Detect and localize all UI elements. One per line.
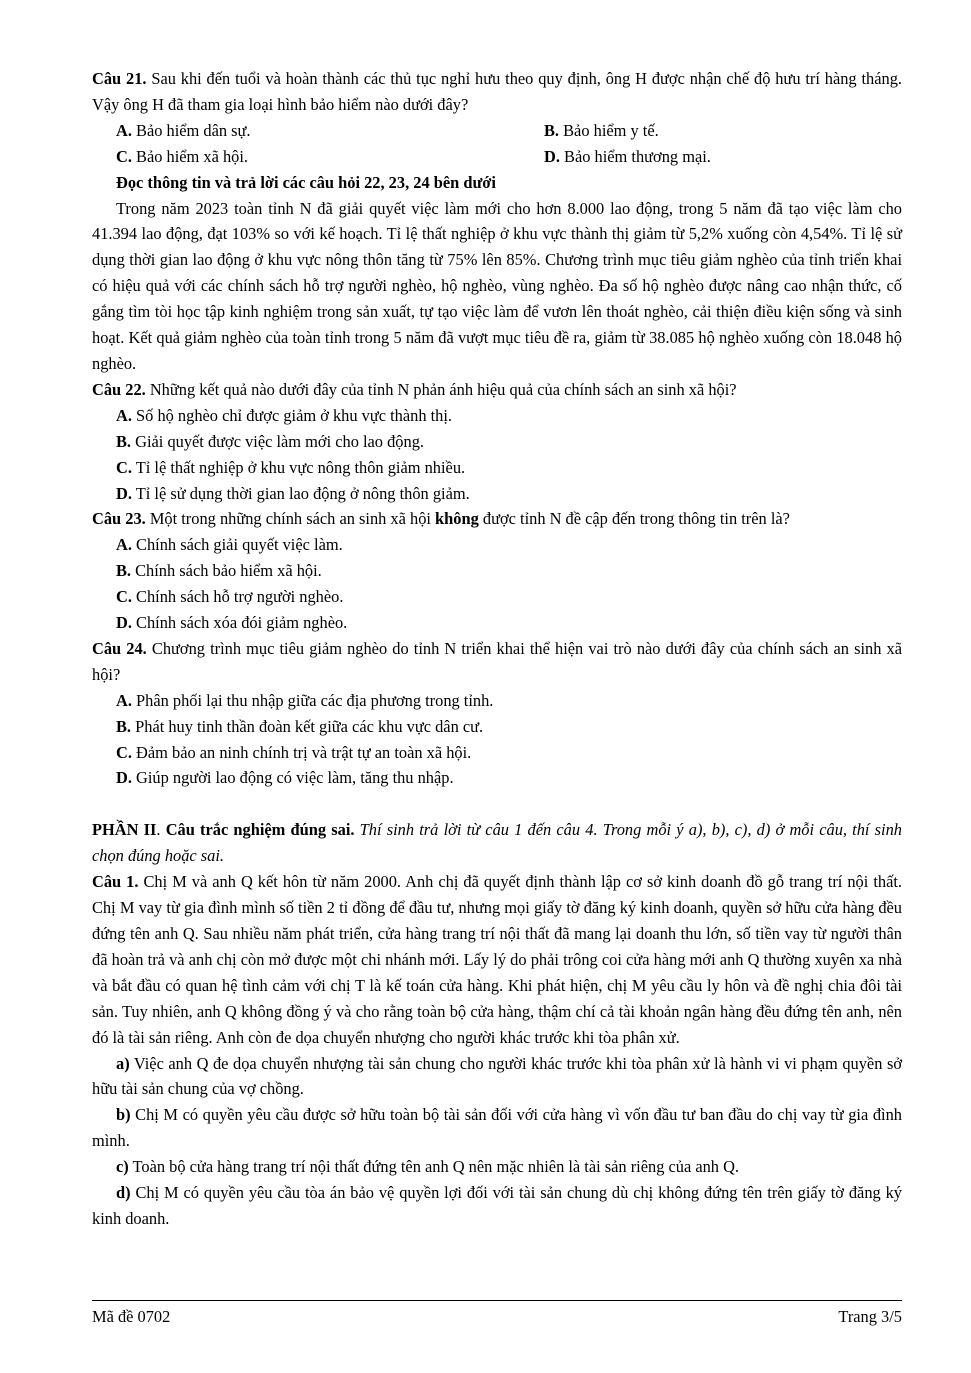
statement-key: b) <box>116 1105 131 1125</box>
question-24 <box>92 636 902 688</box>
statement-text: Chị M có quyền yêu cầu được sở hữu toàn bộ tài sản đối với cửa hàng vì vốn đầu tư ban đầu do chị vay từ gia đình mình. <box>92 1105 902 1151</box>
option-key: B. <box>116 716 132 736</box>
option-key: C. <box>116 742 132 762</box>
option-text: Chính sách hỗ trợ người nghèo. <box>131 587 344 607</box>
option-key: D. <box>116 613 132 633</box>
option-a <box>92 532 902 558</box>
option-text: Bảo hiểm xã hội. <box>131 146 249 166</box>
option-key: A. <box>116 405 132 425</box>
option-text: Phân phối lại thu nhập giữa các địa phương trong tỉnh. <box>131 690 494 710</box>
question-text: Chị M và anh Q kết hôn từ năm 2000. Anh chị đã quyết định thành lập cơ sở kinh doanh đồ gỗ trang trí nội thất. Chị M vay từ gia đình mình số tiền 2 tỉ đồng để đầu tư, nhưng mọi giấy tờ đăng ký kinh doanh, quyền sở hữu cửa hàng đều đứng tên anh Q. Sau nhiều năm phát triển, cửa hàng trang trí nội thất đã mang lại doanh thu lớn, số tiền vay từ người thân đã hoàn trả và anh chị còn mở được một chi nhánh mới. Lấy lý do phải trông coi cửa hàng mới anh Q thường xuyên xa nhà và bắt đầu có quan hệ tình cảm với chị T là kế toán cửa hàng. Khi phát hiện, chị M yêu cầu ly hôn và đề nghị chia đôi tài sản. Tuy nhiên, anh Q không đồng ý và cho rằng toàn bộ cửa hàng, thậm chí cả tài khoản ngân hàng đều đứng tên anh, nên đó là tài sản riêng. Anh còn đe dọa chuyển nhượng cho người khác trước khi tòa phân xử. <box>92 872 902 1047</box>
reading-passage: Trong năm 2023 toàn tỉnh N đã giải quyết việc làm mới cho hơn 8.000 lao động, trong 5 năm đã tạo việc làm cho 41.394 lao động, đạt 103% so với kế hoạch. Tỉ lệ thất nghiệp ở khu vực thành thị giảm từ 5,2% xuống còn 4,54%. Tỉ lệ sử dụng thời gian lao động ở khu vực nông thôn tăng từ 75% lên 85%. Chương trình mục tiêu giảm nghèo của tỉnh triển khai có hiệu quả với các chính sách hỗ trợ người nghèo, hộ nghèo, vùng nghèo. Đa số hộ nghèo được nâng cao nhận thức, cố gắng tìm tòi học tập kinh nghiệm trong sản xuất, tự tạo việc làm để vươn lên thoát nghèo, cải thiện điều kiện sống và sinh hoạt. Kết quả giảm nghèo của toàn tỉnh trong 5 năm đã vượt mục tiêu đề ra, giảm từ 38.085 hộ nghèo xuống còn 18.048 hộ nghèo. <box>92 198 902 373</box>
statement-text: Toàn bộ cửa hàng trang trí nội thất đứng tên anh Q nên mặc nhiên là tài sản riêng của anh Q. <box>128 1157 740 1177</box>
question-text: được tỉnh N đề cập đến trong thông tin trên là? <box>478 509 790 529</box>
statement-text: Chị M có quyền yêu cầu tòa án bảo vệ quyền lợi đối với tài sản chung dù chị không đứng tên trên giấy tờ đăng ký kinh doanh. <box>92 1183 902 1228</box>
section-spacer <box>92 791 902 817</box>
option-d <box>544 144 711 170</box>
footer-divider <box>92 1300 902 1301</box>
option-key: A. <box>116 120 132 140</box>
option-text: Tỉ lệ sử dụng thời gian lao động ở nông thôn giảm. <box>131 483 470 503</box>
question-label: Câu 1. <box>92 872 139 892</box>
option-text: Bảo hiểm dân sự. <box>131 120 251 140</box>
option-a <box>92 688 902 714</box>
question-21-options-row-1 <box>92 118 902 144</box>
question-label: Câu 22. <box>92 379 146 399</box>
reading-heading: Đọc thông tin và trả lời các câu hỏi 22, 23, 24 bên dưới <box>116 172 496 192</box>
part-2-heading <box>92 817 902 869</box>
option-c <box>92 740 902 766</box>
option-c <box>116 144 544 170</box>
option-a <box>116 118 544 144</box>
option-key: B. <box>116 431 132 451</box>
part-subtitle: Câu trắc nghiệm đúng sai. <box>165 820 355 840</box>
question-text: Chương trình mục tiêu giảm nghèo do tỉnh N triển khai thể hiện vai trò nào dưới đây của chính sách an sinh xã hội? <box>92 638 902 684</box>
page-number: Trang 3/5 <box>838 1307 902 1326</box>
part-2-question-1 <box>92 869 902 1050</box>
statement-text: Việc anh Q đe dọa chuyển nhượng tài sản chung cho người khác trước khi tòa phân xử là hành vi vi phạm quyền sở hữu tài sản chung của vợ chồng. <box>92 1053 902 1099</box>
option-key: B. <box>116 561 132 581</box>
statement-b <box>92 1102 902 1154</box>
option-text: Chính sách xóa đói giảm nghèo. <box>131 613 348 633</box>
option-key: D. <box>544 146 560 166</box>
option-text: Tỉ lệ thất nghiệp ở khu vực nông thôn giảm nhiều. <box>131 457 466 477</box>
question-21-options-row-2 <box>92 144 902 170</box>
option-b <box>544 118 659 144</box>
option-key: A. <box>116 535 132 555</box>
statement-d <box>92 1180 902 1232</box>
question-label: Câu 23. <box>92 509 146 529</box>
option-key: A. <box>116 690 132 710</box>
statement-key: d) <box>116 1183 131 1203</box>
page-footer <box>92 1306 902 1328</box>
question-label: Câu 21. <box>92 69 147 88</box>
option-d <box>92 765 902 791</box>
statement-a <box>92 1051 902 1103</box>
option-text: Giúp người lao động có việc làm, tăng thu nhập. <box>131 768 454 788</box>
question-text: Những kết quả nào dưới đây của tỉnh N phản ánh hiệu quả của chính sách an sinh xã hội? <box>145 379 737 399</box>
option-text: Bảo hiểm y tế. <box>559 120 659 140</box>
question-text: Một trong những chính sách an sinh xã hội <box>145 509 436 529</box>
statement-key: a) <box>116 1053 130 1073</box>
option-key: D. <box>116 483 132 503</box>
option-text: Phát huy tinh thần đoàn kết giữa các khu vực dân cư. <box>131 716 484 736</box>
option-c <box>92 584 902 610</box>
part-title-dot: . <box>156 820 166 840</box>
question-text: Sau khi đến tuổi và hoàn thành các thủ tục nghỉ hưu theo quy định, ông H được nhận chế độ hưu trí hàng tháng. Vậy ông H đã tham gia loại hình bảo hiểm nào dưới đây? <box>92 69 902 114</box>
option-b <box>92 429 902 455</box>
option-key: B. <box>544 120 560 140</box>
question-emphasis: không <box>435 509 479 529</box>
option-text: Giải quyết được việc làm mới cho lao động. <box>131 431 424 451</box>
option-a <box>92 403 902 429</box>
statement-c <box>92 1154 902 1180</box>
option-key: C. <box>116 146 132 166</box>
option-text: Chính sách bảo hiểm xã hội. <box>131 561 322 581</box>
question-22 <box>92 377 902 403</box>
option-key: C. <box>116 587 132 607</box>
option-b <box>92 558 902 584</box>
question-21 <box>92 66 902 118</box>
option-b <box>92 714 902 740</box>
option-key: D. <box>116 768 132 788</box>
exam-page <box>92 66 902 1232</box>
question-23 <box>92 506 902 532</box>
statement-key: c) <box>116 1157 129 1177</box>
part-title: PHẦN II <box>92 820 157 840</box>
option-text: Đảm bảo an ninh chính trị và trật tự an toàn xã hội. <box>131 742 472 762</box>
option-key: C. <box>116 457 132 477</box>
option-c <box>92 455 902 481</box>
option-text: Số hộ nghèo chỉ được giảm ở khu vực thành thị. <box>131 405 453 425</box>
option-d <box>92 610 902 636</box>
question-label: Câu 24. <box>92 638 147 658</box>
option-text: Bảo hiểm thương mại. <box>559 146 711 166</box>
exam-code: Mã đề 0702 <box>92 1307 171 1326</box>
option-text: Chính sách giải quyết việc làm. <box>131 535 343 555</box>
option-d <box>92 481 902 507</box>
part-instruction: Thí sinh trả lời từ câu 1 đến câu 4. Trong mỗi ý a), b), c), d) ở mỗi câu, thí sinh chọn đúng hoặc sai. <box>92 820 902 866</box>
